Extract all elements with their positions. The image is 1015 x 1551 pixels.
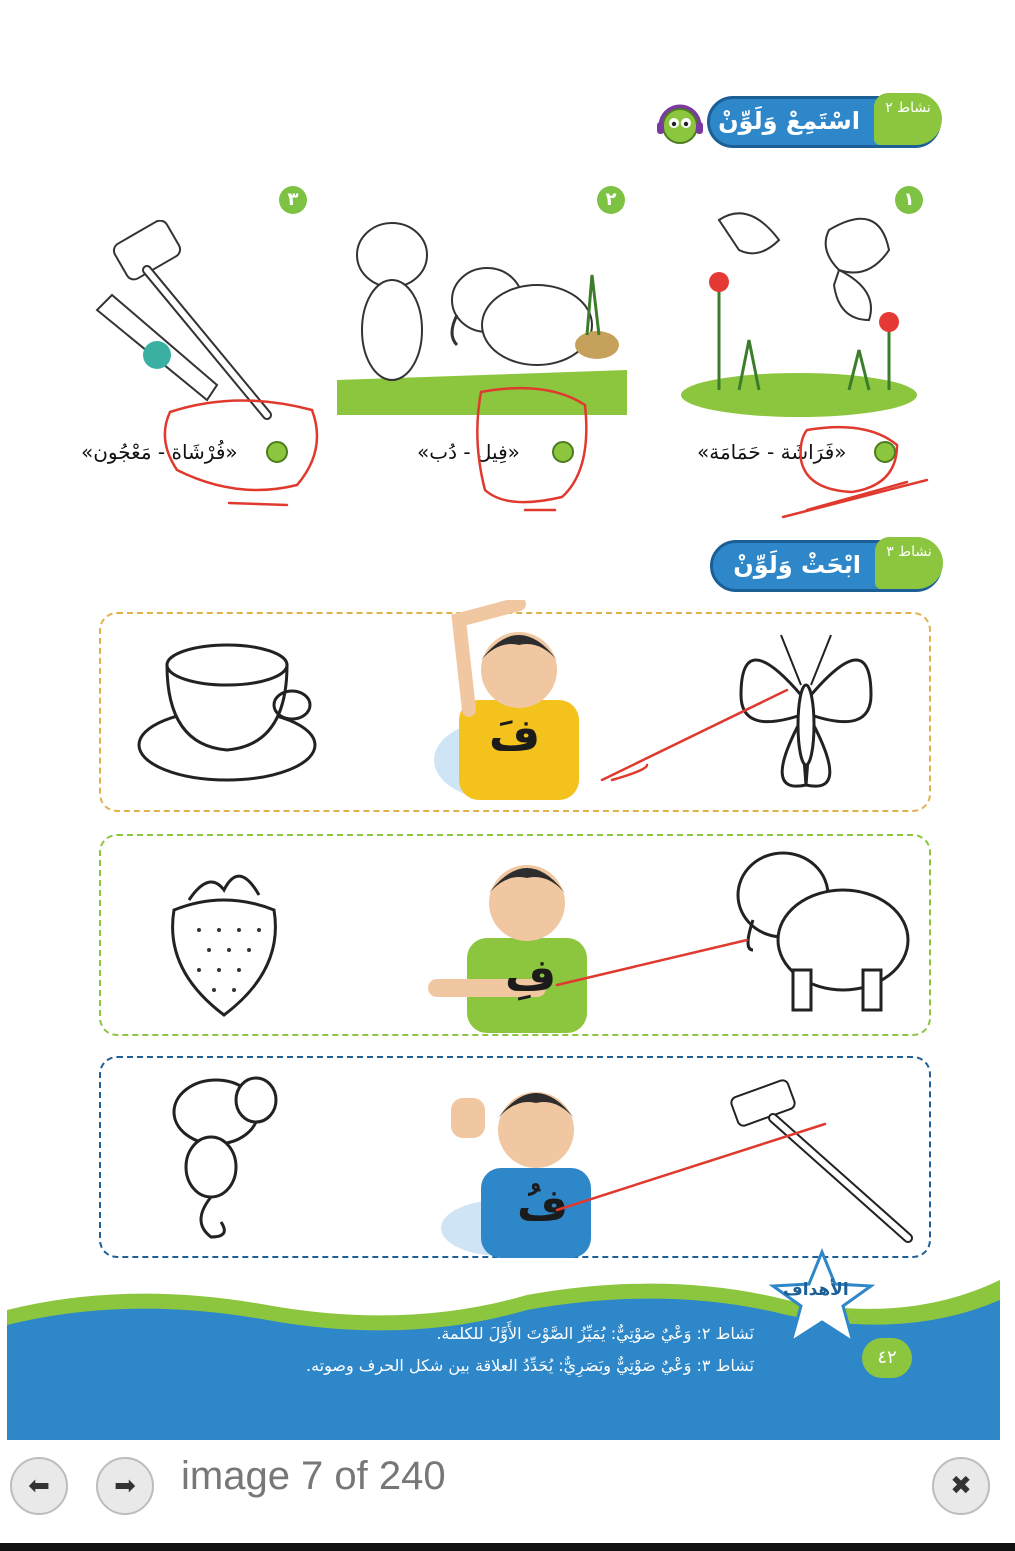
letter-fatha: فَ [489,710,541,761]
item-caption-1: «فَرَاشَة - حَمَامَة» [697,440,847,464]
letter-kasra: فِ [505,950,557,1001]
page-number-badge: ٤٢ [862,1338,912,1378]
red-pen-annotations [7,0,1000,1440]
item-caption-2: «فِيل - دُب» [417,440,520,464]
item-number-3: ٣ [279,186,307,214]
image-counter: image 7 of 240 [181,1454,446,1498]
arrow-left-icon: ⬅ [28,1471,50,1501]
footer-goal-line-1: نَشاط ٢: وَعْيٌ صَوْتِيٌّ: يُمَيِّزُ الصَّوْتَ الأَوَّلَ للكلمة. [436,1324,754,1343]
item-number-2: ٢ [597,186,625,214]
bottom-bar [0,1543,1015,1551]
letter-damma: فُ [517,1180,569,1231]
item-caption-3: «فُرْشَاة - مَعْجُون» [81,440,238,464]
next-image-button[interactable] [96,1457,154,1515]
close-viewer-button[interactable] [932,1457,990,1515]
item-number-1: ١ [895,186,923,214]
workbook-page [7,0,1000,1440]
footer-goal-line-2: نَشاط ٣: وَعْيٌ صَوْتِيٌّ وبَصَرِيٌّ: يُحَدِّدُ العلاقة بين شكل الحرف وصوته. [306,1356,754,1375]
goals-label: الأهداف [783,1280,849,1300]
activity2-title: اسْتَمِعْ وَلَوِّنْ [718,107,860,135]
arrow-right-icon: ➡ [114,1471,136,1501]
previous-image-button[interactable] [10,1457,68,1515]
activity3-tag: نشاط ٣ [875,537,943,589]
image-viewer-bar [0,1440,1015,1551]
activity3-title: ابْحَثْ وَلَوِّنْ [733,551,861,579]
close-icon: ✖ [950,1471,972,1501]
activity2-tag: نشاط ٢ [874,93,942,145]
